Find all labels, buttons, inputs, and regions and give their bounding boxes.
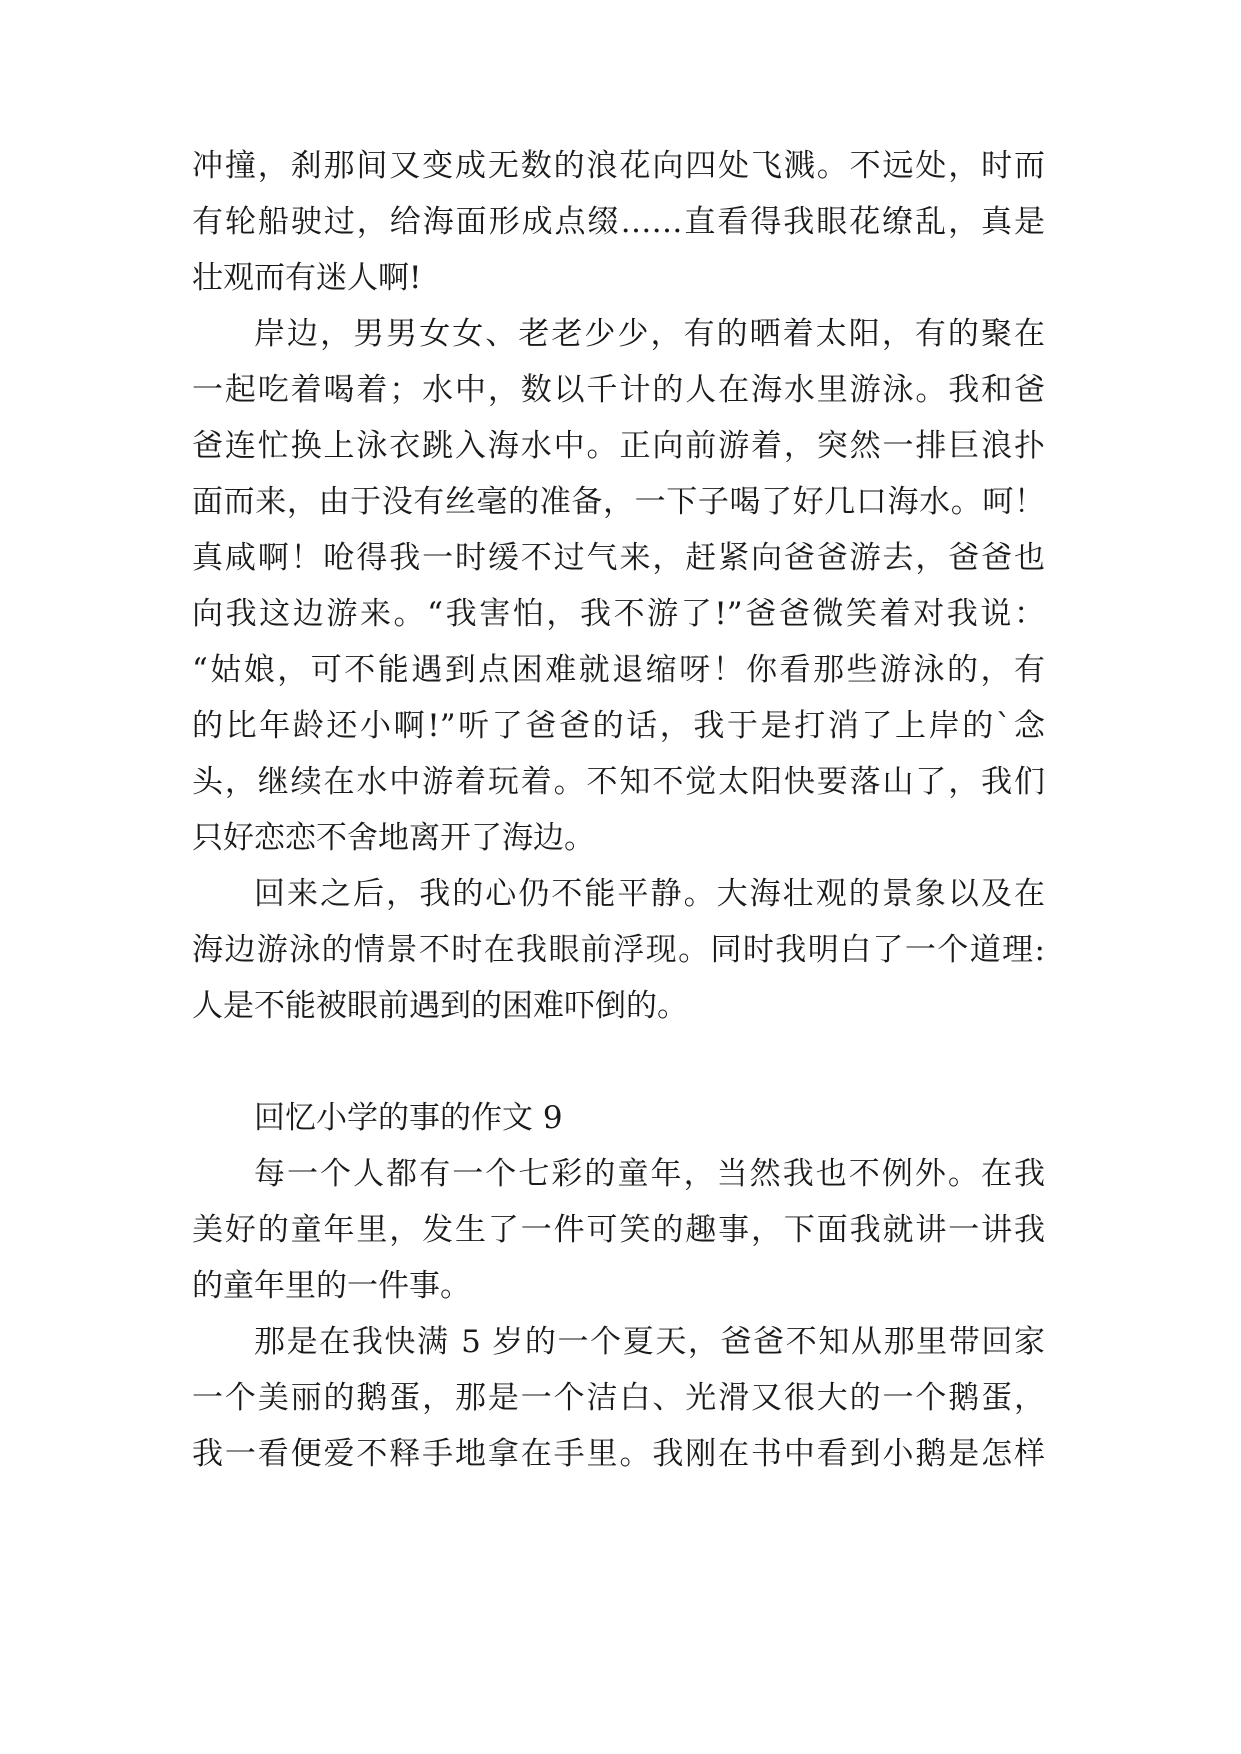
text-line: 人是不能被眼前遇到的困难吓倒的。 xyxy=(192,988,688,1024)
essay-title: 回忆小学的事的作文 9 xyxy=(254,1100,563,1136)
text-line: 有轮船驶过，给海面形成点缀……直看得我眼花缭乱，真是 xyxy=(192,204,1045,240)
text-line: 真咸啊！呛得我一时缓不过气来，赶紧向爸爸游去，爸爸也 xyxy=(192,540,1045,576)
text-line: 的童年里的一件事。 xyxy=(192,1268,471,1304)
text-line: 只好恋恋不舍地离开了海边。 xyxy=(192,820,595,856)
text-line: 头，继续在水中游着玩着。不知不觉太阳快要落山了，我们 xyxy=(192,764,1045,800)
text-line: 的比年龄还小啊!”听了爸爸的话，我于是打消了上岸的`念 xyxy=(192,708,1045,744)
text-line: 一个美丽的鹅蛋，那是一个洁白、光滑又很大的一个鹅蛋， xyxy=(192,1380,1045,1416)
text-line: “姑娘，可不能遇到点困难就退缩呀！你看那些游泳的，有 xyxy=(192,652,1045,688)
paragraph-first-line: 岸边，男男女女、老老少少，有的晒着太阳，有的聚在 xyxy=(254,316,1045,352)
text-line: 我一看便爱不释手地拿在手里。我刚在书中看到小鹅是怎样 xyxy=(192,1436,1045,1472)
paragraph-first-line: 每一个人都有一个七彩的童年，当然我也不例外。在我 xyxy=(254,1156,1045,1192)
paragraph-first-line: 回来之后，我的心仍不能平静。大海壮观的景象以及在 xyxy=(254,876,1045,912)
text-line: 冲撞，刹那间又变成无数的浪花向四处飞溅。不远处，时而 xyxy=(192,148,1045,184)
text-line: 一起吃着喝着；水中，数以千计的人在海水里游泳。我和爸 xyxy=(192,372,1045,408)
text-line: 向我这边游来。“我害怕，我不游了!”爸爸微笑着对我说： xyxy=(192,596,1045,632)
text-line: 面而来，由于没有丝毫的准备，一下子喝了好几口海水。呵！ xyxy=(192,484,1045,520)
text-line: 壮观而有迷人啊! xyxy=(192,260,422,296)
text-line: 爸连忙换上泳衣跳入海水中。正向前游着，突然一排巨浪扑 xyxy=(192,428,1045,464)
text-line: 海边游泳的情景不时在我眼前浮现。同时我明白了一个道理: xyxy=(192,932,1045,968)
paragraph-first-line: 那是在我快满 5 岁的一个夏天，爸爸不知从那里带回家 xyxy=(254,1324,1045,1360)
text-line: 美好的童年里，发生了一件可笑的趣事，下面我就讲一讲我 xyxy=(192,1212,1045,1248)
